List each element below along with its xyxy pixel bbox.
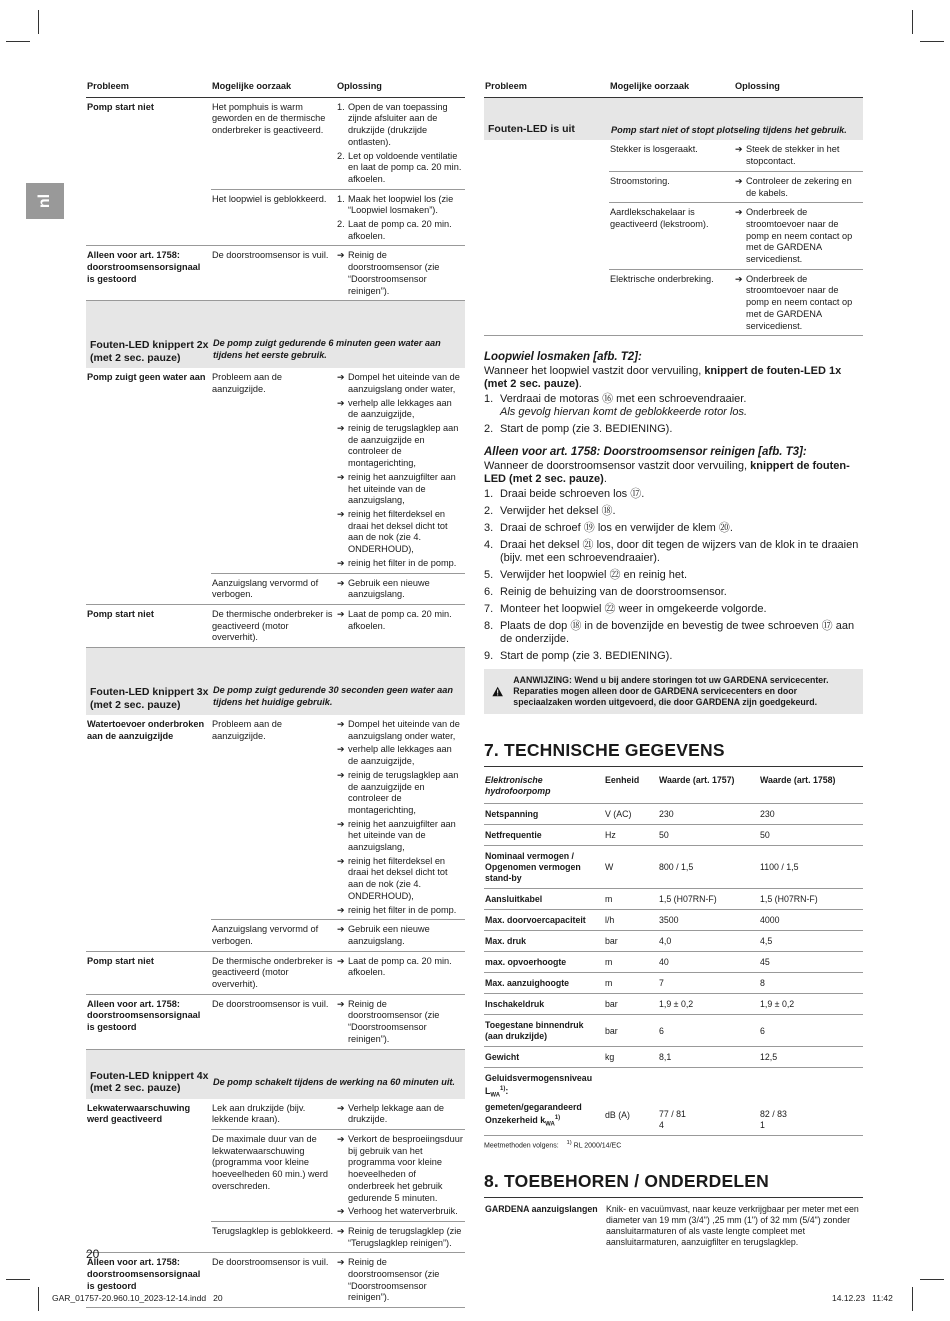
solution-cell: 1. Maak het loopwiel los (zie “Loopwiel losmaken”). 2. Laat de pomp ca. 20 min. afkoelen. xyxy=(336,189,465,246)
tech-value: 1,5 (H07RN-F) xyxy=(658,889,759,910)
solution-cell: ➔ Reinig de doorstroomsensor (zie “Doorstroomsensor reinigen”). xyxy=(336,994,465,1049)
cause-cell: De doorstroomsensor is vuil. xyxy=(211,994,336,1049)
arrow-right-icon: ➔ xyxy=(337,904,345,915)
tech-value: 4,5 xyxy=(759,931,863,952)
tech-unit: bar xyxy=(604,1015,658,1047)
crop-mark xyxy=(38,1287,39,1311)
tech-value: 1,9 ± 0,2 xyxy=(759,994,863,1015)
table-row xyxy=(484,825,863,846)
solution-cell: ➔ Verhelp lekkage aan de drukzijde. xyxy=(337,1102,445,1125)
arrow-right-icon: ➔ xyxy=(337,924,345,935)
list-item: 2. Start de pomp (zie 3. BEDIENING). xyxy=(484,423,673,436)
col-header-oplossing: Oplossing xyxy=(336,81,465,97)
tech-value: 230 xyxy=(759,804,863,825)
tech-unit: m xyxy=(604,889,658,910)
tech-unit: Hz xyxy=(604,825,658,846)
tech-label: Max. druk xyxy=(484,931,604,952)
tech-label: Toegestane binnendruk (aan drukzijde) xyxy=(484,1015,604,1047)
table-row xyxy=(484,1047,863,1068)
page-number: 20 xyxy=(86,1247,100,1261)
solution-cell: ➔ Verkort de besproeiingsduur bij gebruik van het programma voor kleine hoeveelheden of onderbreek het gebruik gedurende 5 minuten. ➔ Verhoog het waterverbruik. xyxy=(336,1130,465,1222)
cause-cell: Lek aan drukzijde (bijv. lekkende kraan). xyxy=(212,1102,306,1125)
problem-cell: Pomp start niet xyxy=(87,101,154,112)
cause-cell: Stroomstoring. xyxy=(609,171,734,202)
problem-cell: Alleen voor art. 1758: doorstroomsensorsignaal is gestoord xyxy=(86,994,211,1049)
solution-cell: ➔ Onderbreek de stroomtoevoer naar de pomp en neem contact op met de GARDENA servicedienst. xyxy=(734,203,863,270)
cause-cell: De thermische onderbreker is geactiveerd (motor oververhit). xyxy=(211,604,336,647)
tech-section xyxy=(484,740,863,1149)
arrow-right-icon: ➔ xyxy=(337,1225,345,1236)
arrow-right-icon: ➔ xyxy=(337,955,345,966)
arrow-right-icon: ➔ xyxy=(337,423,345,434)
tech-value: 7 xyxy=(658,973,759,994)
cause-cell: Probleem aan de aanzuigzijde. xyxy=(212,719,282,741)
tech-value: 82 / 83 1 xyxy=(759,1068,863,1135)
arrow-right-icon: ➔ xyxy=(337,508,345,519)
crop-mark xyxy=(6,1279,30,1280)
tech-value: 4,0 xyxy=(658,931,759,952)
tech-label: Max. doorvoercapaciteit xyxy=(484,910,604,931)
table-row xyxy=(484,931,863,952)
arrow-right-icon: ➔ xyxy=(337,998,345,1009)
cause-cell: Het pomphuis is warm geworden en de thermische onderbreker is geactiveerd. xyxy=(212,101,326,136)
steps-list xyxy=(484,488,863,663)
led-status-description: De pomp schakelt tijdens de werking na 60 minuten uit. xyxy=(211,1049,465,1099)
col-header-oorzaak: Mogelijke oorzaak xyxy=(211,81,336,97)
arrow-right-icon: ➔ xyxy=(337,855,345,866)
crop-mark xyxy=(920,41,944,42)
troubleshooting-table-left xyxy=(86,81,465,1309)
tech-value: 230 xyxy=(658,804,759,825)
tech-value: 50 xyxy=(759,825,863,846)
solution-cell: 1. Open de van toepassing zijnde afsluiter aan de drukzijde (drukzijde ontlasten). 2. Let op voldoende ventilatie en laat de pomp ca. 20 min. afkoelen. xyxy=(337,101,462,184)
cause-cell: Terugslagklep is geblokkeerd. xyxy=(211,1221,336,1252)
solution-cell: ➔ Reinig de doorstroomsensor (zie “Doorstroomsensor reinigen”). xyxy=(336,1253,465,1308)
tech-label: Netspanning xyxy=(484,804,604,825)
tech-value: 800 / 1,5 xyxy=(658,846,759,889)
right-column xyxy=(484,81,863,1248)
tech-header: Waarde (art. 1758) xyxy=(759,767,863,804)
problem-cell: Lekwaterwaarschuwing werd geactiveerd xyxy=(87,1102,191,1125)
table-row xyxy=(484,846,863,889)
accessories-table xyxy=(484,1198,863,1248)
problem-cell: Pomp start niet xyxy=(86,951,211,994)
arrow-right-icon: ➔ xyxy=(735,175,743,186)
tech-unit: l/h xyxy=(604,910,658,931)
section-title: 8. TOEBEHOREN / ONDERDELEN xyxy=(484,1171,863,1198)
arrow-right-icon: ➔ xyxy=(337,818,345,829)
table-row xyxy=(484,910,863,931)
paragraph: Wanneer het loopwiel vastzit door vervuiling, knippert de fouten-LED 1x (met 2 sec. pauze). xyxy=(484,365,842,391)
crop-mark xyxy=(912,10,913,34)
tech-value: 8 xyxy=(759,973,863,994)
list-item: 6. Reinig de behuizing van de doorstroomsensor. xyxy=(484,586,727,599)
cause-cell: Stekker is losgeraakt. xyxy=(610,144,698,155)
arrow-right-icon: ➔ xyxy=(337,1134,345,1144)
led-status-title: Fouten-LED knippert 3x (met 2 sec. pauze) xyxy=(86,648,211,716)
arrow-right-icon: ➔ xyxy=(735,207,743,218)
tech-value: 1100 / 1,5 xyxy=(759,846,863,889)
solution-cell: ➔ Controleer de zekering en de kabels. xyxy=(734,171,863,202)
table-row xyxy=(484,1068,863,1135)
table-row xyxy=(484,804,863,825)
tech-label: Gewicht xyxy=(484,1047,604,1068)
problem-cell: Alleen voor art. 1758: doorstroomsensorsignaal is gestoord xyxy=(86,1253,211,1308)
tech-label: Nominaal vermogen / Opgenomen vermogen stand-by xyxy=(484,846,604,889)
tech-value: 3500 xyxy=(658,910,759,931)
arrow-right-icon: ➔ xyxy=(735,144,743,155)
led-status-title: Fouten-LED is uit xyxy=(484,97,609,140)
led-status-description: De pomp zuigt gedurende 30 seconden geen water aan tijdens het huidige gebruik. xyxy=(211,648,465,716)
arrow-right-icon: ➔ xyxy=(337,1206,345,1217)
tech-header: Waarde (art. 1757) xyxy=(658,767,759,804)
list-item: 5. Verwijder het loopwiel ㉒ en reinig het. xyxy=(484,569,688,582)
arrow-right-icon: ➔ xyxy=(337,397,345,408)
led-status-description: Pomp start niet of stopt plotseling tijdens het gebruik. xyxy=(609,97,863,140)
tech-unit: m xyxy=(604,973,658,994)
table-row xyxy=(484,1015,863,1047)
section-heading: Loopwiel losmaken [afb. T2]: xyxy=(484,351,642,364)
arrow-right-icon: ➔ xyxy=(337,471,345,482)
list-item: 8. Plaats de dop ⑱ in de bovenzijde en bevestig de twee schroeven ⑰ aan de onderzijde. xyxy=(484,620,855,646)
tech-label: Aansluitkabel xyxy=(484,889,604,910)
table-row xyxy=(484,889,863,910)
note-box xyxy=(484,669,863,714)
solution-cell: ➔ Laat de pomp ca. 20 min. afkoelen. xyxy=(336,604,465,647)
language-tab: nl xyxy=(26,183,64,219)
arrow-right-icon: ➔ xyxy=(337,372,345,383)
solution-cell: ➔ Reinig de doorstroomsensor (zie “Doorstroomsensor reinigen”). xyxy=(336,246,465,301)
arrow-right-icon: ➔ xyxy=(337,1257,345,1268)
tech-unit: V (AC) xyxy=(604,804,658,825)
col-header-oorzaak: Mogelijke oorzaak xyxy=(609,81,734,97)
cause-cell: De doorstroomsensor is vuil. xyxy=(211,1253,336,1308)
crop-mark xyxy=(912,1287,913,1311)
cause-cell: Aanzuigslang vervormd of verbogen. xyxy=(211,920,336,951)
arrow-right-icon: ➔ xyxy=(337,577,345,588)
paragraph: Wanneer de doorstroomsensor vastzit door vervuiling, knippert de fouten-LED (met 2 sec. pauze). xyxy=(484,460,850,486)
arrow-right-icon: ➔ xyxy=(337,744,345,755)
solution-cell: ➔ Reinig de terugslagklep (zie “Terugslagklep reinigen”). xyxy=(336,1221,465,1252)
tech-value: 6 xyxy=(658,1015,759,1047)
crop-mark xyxy=(6,41,30,42)
arrow-right-icon: ➔ xyxy=(337,1102,345,1113)
accessory-label: GARDENA aanzuigslangen xyxy=(485,1203,598,1214)
tech-value: 8,1 xyxy=(658,1047,759,1068)
cause-cell: De doorstroomsensor is vuil. xyxy=(211,246,336,301)
arrow-right-icon: ➔ xyxy=(337,769,345,780)
troubleshooting-table-right xyxy=(484,81,863,337)
arrow-right-icon: ➔ xyxy=(337,719,345,730)
tech-unit: bar xyxy=(604,994,658,1015)
arrow-right-icon: ➔ xyxy=(337,608,345,619)
arrow-right-icon: ➔ xyxy=(735,273,743,284)
tech-label: Netfrequentie xyxy=(484,825,604,846)
problem-cell: Pomp start niet xyxy=(86,604,211,647)
col-header-probleem: Probleem xyxy=(484,81,609,97)
solution-cell: ➔ Steek de stekker in het stopcontact. xyxy=(735,144,840,167)
solution-cell: ➔ Dompel het uiteinde van de aanzuigslang onder water, ➔ verhelp alle lekkages aan de aanzuigzijde, ➔ reinig de terugslagklep aan de aanzuigzijde en controleer de montagerichting, ➔ reinig het aanzuigfilter aan het uiteinde van de aanzuigslang, ➔ reinig het filterdeksel en draai het deksel dicht tot aan de nok (zie 4. ONDERHOUD), ➔ reinig het filter in de pomp. xyxy=(337,719,460,915)
cause-cell: De thermische onderbreker is geactiveerd (motor oververhit). xyxy=(211,951,336,994)
list-item: 1. Draai beide schroeven los ⑰. xyxy=(484,488,645,501)
footnote: Meetmethoden volgens: $^{1)}$ RL 2000/14/EC xyxy=(484,1139,622,1149)
solution-cell: ➔ Dompel het uiteinde van de aanzuigslang onder water, ➔ verhelp alle lekkages aan de aanzuigzijde, ➔ reinig de terugslagklep aan de aanzuigzijde en controleer de montagerichting, ➔ reinig het aanzuigfilter aan het uiteinde van de aanzuigslang, ➔ reinig het filterdeksel en draai het deksel dicht tot aan de nok (zie 4. ONDERHOUD), ➔ reinig het filter in de pomp. xyxy=(337,372,460,568)
cause-cell: De maximale duur van de lekwaterwaarschuwing (programma voor kleine hoeveelheden 60 min.) werd overschreden. xyxy=(211,1130,336,1222)
tech-unit: bar xyxy=(604,931,658,952)
solution-cell: ➔ Gebruik een nieuwe aanzuigslang. xyxy=(336,573,465,604)
section-title: 7. TECHNISCHE GEGEVENS xyxy=(484,740,863,767)
warning-icon xyxy=(492,678,503,705)
tech-label: Geluidsvermogensniveau $L_{WA}^{1)}$: gemeten/gegarandeerd Onzekerheid $k_{WA}^{1)}$ xyxy=(484,1068,604,1135)
tech-unit: kg xyxy=(604,1047,658,1068)
list-item: 1. Verdraai de motoras ⑯ met een schroevendraaier. Als gevolg hiervan komt de geblokkeerde rotor los. xyxy=(484,393,748,419)
arrow-right-icon: ➔ xyxy=(337,557,345,568)
solution-cell: ➔ Gebruik een nieuwe aanzuigslang. xyxy=(336,920,465,951)
list-item: 4. Draai het deksel ㉑ los, door dit tegen de wijzers van de klok in te draaien (bijv. met een schroevendraaier). xyxy=(484,539,859,565)
cause-cell: Elektrische onderbreking. xyxy=(609,269,734,336)
footer-date: 14.12.23 11:42 xyxy=(832,1293,893,1303)
tech-label: Inschakeldruk xyxy=(484,994,604,1015)
col-header-oplossing: Oplossing xyxy=(734,81,863,97)
section-heading: Alleen voor art. 1758: Doorstroomsensor reinigen [afb. T3]: xyxy=(484,446,807,459)
tech-value: 12,5 xyxy=(759,1047,863,1068)
led-status-title: Fouten-LED knippert 2x (met 2 sec. pauze) xyxy=(86,301,211,369)
solution-cell: ➔ Onderbreek de stroomtoevoer naar de pomp en neem contact op met de GARDENA servicedienst. xyxy=(734,269,863,336)
tech-value: 77 / 81 4 xyxy=(658,1068,759,1135)
accessories-section xyxy=(484,1171,863,1248)
list-item: 7. Monteer het loopwiel ㉒ weer in omgekeerde volgorde. xyxy=(484,603,767,616)
crop-mark xyxy=(38,10,39,34)
steps-list xyxy=(484,393,863,436)
sensor-section xyxy=(484,446,863,663)
left-column xyxy=(86,81,465,1309)
tech-value: 1,5 (H07RN-F) xyxy=(759,889,863,910)
list-item: 9. Start de pomp (zie 3. BEDIENING). xyxy=(484,650,673,663)
tech-value: 4000 xyxy=(759,910,863,931)
problem-cell: Watertoevoer onderbroken aan de aanzuigzijde xyxy=(87,719,205,741)
tech-value: 6 xyxy=(759,1015,863,1047)
solution-cell: ➔ Laat de pomp ca. 20 min. afkoelen. xyxy=(336,951,465,994)
footer-file-info: GAR_01757-20.960.10_2023-12-14.indd 20 xyxy=(52,1293,223,1303)
cause-cell: Aanzuigslang vervormd of verbogen. xyxy=(211,573,336,604)
tech-value: 50 xyxy=(658,825,759,846)
tech-unit: dB (A) xyxy=(604,1068,658,1135)
problem-cell: Pomp zuigt geen water aan xyxy=(87,372,206,383)
tech-label: Max. aanzuighoogte xyxy=(484,973,604,994)
table-row xyxy=(484,952,863,973)
tech-header: Eenheid xyxy=(604,767,658,804)
tech-value: 40 xyxy=(658,952,759,973)
list-item: 3. Draai de schroef ⑲ los en verwijder de klem ⑳. xyxy=(484,522,733,535)
table-row xyxy=(484,973,863,994)
note-text: AANWIJZING: Wend u bij andere storingen tot uw GARDENA servicecenter. Reparaties mogen alleen door de GARDENA servicecenters en door speciaalzaken worden uitgevoerd, die door GARDENA zijn goedgekeurd. xyxy=(513,675,829,708)
tech-value: 45 xyxy=(759,952,863,973)
problem-cell: Alleen voor art. 1758: doorstroomsensorsignaal is gestoord xyxy=(86,246,211,301)
led-status-title: Fouten-LED knippert 4x (met 2 sec. pauze) xyxy=(86,1049,211,1099)
loopwiel-section xyxy=(484,351,863,436)
tech-value: 1,9 ± 0,2 xyxy=(658,994,759,1015)
arrow-right-icon: ➔ xyxy=(337,250,345,261)
table-row xyxy=(484,994,863,1015)
cause-cell: Aardlekschakelaar is geactiveerd (lekstroom). xyxy=(609,203,734,270)
tech-unit: m xyxy=(604,952,658,973)
crop-mark xyxy=(920,1279,944,1280)
list-item: 2. Verwijder het deksel ⑱. xyxy=(484,505,616,518)
cause-cell: Het loopwiel is geblokkeerd. xyxy=(211,189,336,246)
tech-table xyxy=(484,767,863,1135)
accessory-text: Knik- en vacuümvast, naar keuze verkrijgbaar per meter met een diameter van 19 mm (3/4") ,25 mm (1") of 32 mm (5/4") zonder aansluitarmaturen of als vaste lengte compleet met aansluitarmaturen, aanzuigfilter en terugslagklep. xyxy=(606,1203,859,1247)
tech-label: max. opvoerhoogte xyxy=(484,952,604,973)
col-header-probleem: Probleem xyxy=(86,81,211,97)
cause-cell: Probleem aan de aanzuigzijde. xyxy=(212,372,282,394)
tech-header: Elektronische hydrofoorpomp xyxy=(484,767,604,804)
tech-unit: W xyxy=(604,846,658,889)
led-status-description: De pomp zuigt gedurende 6 minuten geen water aan tijdens het eerste gebruik. xyxy=(211,301,465,369)
